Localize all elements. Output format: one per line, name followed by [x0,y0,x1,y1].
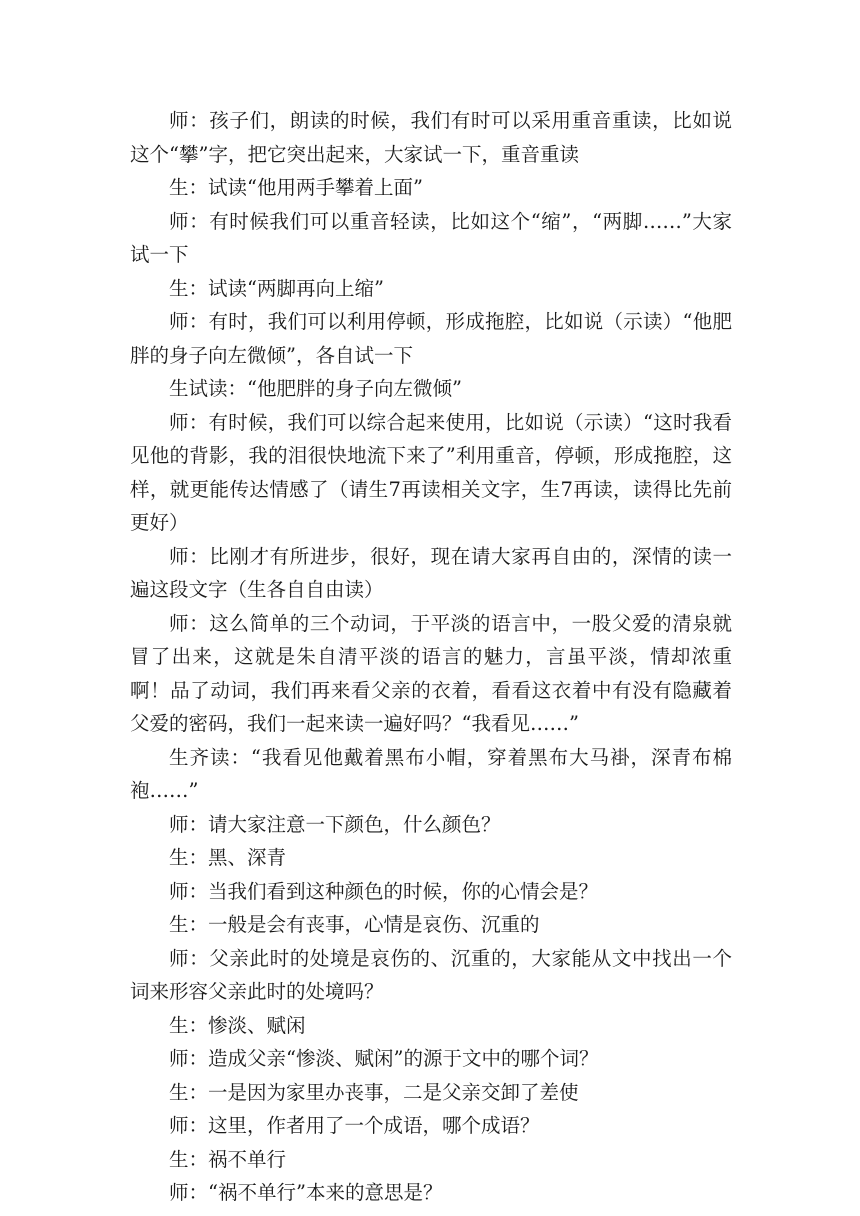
paragraph: 生：一般是会有丧事，心情是哀伤、沉重的 [169,913,540,936]
paragraph: 师：请大家注意一下颜色，什么颜色？ [169,812,501,836]
paragraph: 师：比刚才有所进步，很好，现在请大家再自由的，深情的读一遍这段文字（生各自自由读） [130,544,732,601]
document-page [130,104,732,1210]
paragraph: 师：孩子们，朗读的时候，我们有时可以采用重音重读，比如说这个“攀”字，把它突出起来，大家试一下，重音重读 [130,109,732,166]
paragraph: 生：一是因为家里办丧事，二是父亲交卸了差使 [169,1080,579,1104]
paragraph: 生：试读“他用两手攀着上面” [169,176,423,199]
paragraph: 师：当我们看到这种颜色的时候，你的心情会是？ [169,879,599,903]
paragraph: 生齐读：“我看见他戴着黑布小帽，穿着黑布大马褂，深青布棉袍……” [130,745,732,802]
paragraph: 生：试读“两脚再向上缩” [169,276,384,300]
paragraph: 师：有时候，我们可以综合起来使用，比如说（示读）“这时我看见他的背影，我的泪很快地流下来了”利用重音，停顿，形成拖腔，这样，就更能传达情感了（请生7再读相关文字，生7再读，读得比先前更好） [130,410,732,534]
paragraph: 师：有时候我们可以重音轻读，比如这个“缩”，“两脚……”大家试一下 [130,209,732,266]
paragraph: 生：黑、深青 [169,846,287,869]
paragraph: 师：造成父亲“惨淡、赋闲”的源于文中的哪个词？ [169,1047,599,1070]
paragraph: 师：“祸不单行”本来的意思是？ [169,1181,443,1204]
paragraph: 生：祸不单行 [169,1147,287,1171]
paragraph: 师：有时，我们可以利用停顿，形成拖腔，比如说（示读）“他肥胖的身子向左微倾”，各自试一下 [130,310,732,367]
paragraph: 生试读：“他肥胖的身子向左微倾” [169,377,462,400]
paragraph: 师：父亲此时的处境是哀伤的、沉重的，大家能从文中找出一个词来形容父亲此时的处境吗？ [130,946,732,1003]
paragraph: 师：这里，作者用了一个成语，哪个成语？ [169,1114,540,1137]
paragraph: 师：这么简单的三个动词，于平淡的语言中，一股父爱的清泉就冒了出来，这就是朱自清平淡的语言的魅力，言虽平淡，情却浓重啊！品了动词，我们再来看父亲的衣着，看看这衣着中有没有隐藏着父爱的密码，我们一起来读一遍好吗？“我看见……” [130,611,732,735]
paragraph: 生：惨淡、赋闲 [169,1013,306,1037]
